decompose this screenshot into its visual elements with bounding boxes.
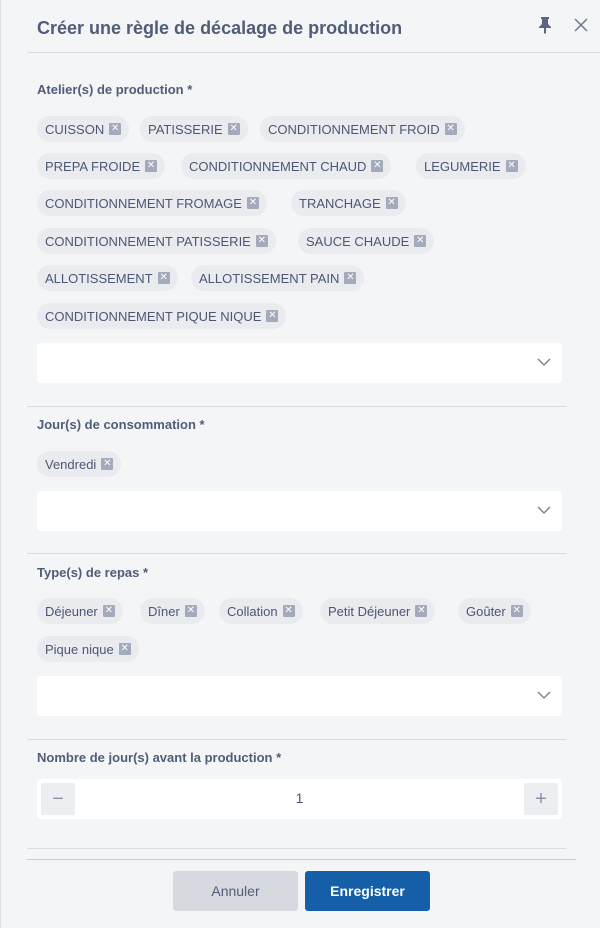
cancel-button[interactable]: Annuler <box>173 871 298 911</box>
remove-tag-icon[interactable]: ✕ <box>186 605 195 616</box>
tag-label: Collation <box>227 603 278 619</box>
tag-label: PREPA FROIDE <box>45 158 141 174</box>
remove-tag-icon[interactable]: ✕ <box>104 605 113 616</box>
tag-label: ALLOTISSEMENT PAIN <box>199 270 340 286</box>
tag-label: CONDITIONNEMENT PATISSERIE <box>45 233 251 249</box>
tag-label: SAUCE CHAUDE <box>306 233 410 249</box>
save-button[interactable]: Enregistrer <box>305 871 430 911</box>
tag-workshop <box>140 116 248 142</box>
increment-button[interactable] <box>524 783 558 815</box>
pin-icon[interactable] <box>537 16 553 34</box>
footer-divider <box>27 859 576 860</box>
tag-label: CUISSON <box>45 121 105 137</box>
divider <box>27 406 566 407</box>
panel-edge <box>0 0 1 928</box>
meals-select[interactable] <box>37 676 562 716</box>
days-before-stepper <box>37 779 562 819</box>
chevron-down-icon <box>537 505 551 515</box>
tag-workshop <box>298 228 434 254</box>
workshops-select[interactable] <box>37 343 562 383</box>
remove-tag-icon[interactable]: ✕ <box>387 197 396 208</box>
tag-label: Vendredi <box>45 456 97 472</box>
tag-workshop <box>37 265 178 291</box>
tag-label: LEGUMERIE <box>424 158 501 174</box>
divider <box>27 848 566 849</box>
days-select[interactable] <box>37 491 562 531</box>
tag-workshop <box>37 116 129 142</box>
remove-tag-icon[interactable]: ✕ <box>416 235 425 246</box>
dialog-header <box>27 0 600 53</box>
remove-tag-icon[interactable]: ✕ <box>512 605 521 616</box>
tag-label: Petit Déjeuner <box>328 603 411 619</box>
tag-workshop <box>416 153 526 179</box>
tag-workshop <box>37 190 267 216</box>
remove-tag-icon[interactable]: ✕ <box>248 197 258 208</box>
tag-meal <box>458 598 531 624</box>
remove-tag-icon[interactable]: ✕ <box>507 160 516 171</box>
days-label: Jour(s) de consommation * <box>37 417 205 432</box>
tag-meal <box>219 598 303 624</box>
tag-workshop <box>37 228 276 254</box>
minus-icon: − <box>52 787 64 810</box>
tag-workshop <box>191 265 364 291</box>
tag-meal <box>37 598 123 624</box>
remove-tag-icon[interactable]: ✕ <box>373 160 382 171</box>
remove-tag-icon[interactable]: ✕ <box>284 605 293 616</box>
days-before-label: Nombre de jour(s) avant la production * <box>37 750 282 765</box>
chevron-down-icon <box>537 357 551 367</box>
divider <box>27 739 566 740</box>
tag-label: CONDITIONNEMENT FROMAGE <box>45 195 242 211</box>
tag-meal <box>320 598 435 624</box>
tag-label: Goûter <box>466 603 506 619</box>
remove-tag-icon[interactable]: ✕ <box>257 235 267 246</box>
divider <box>27 553 566 554</box>
close-icon[interactable] <box>573 17 589 33</box>
tag-label: PATISSERIE <box>148 121 223 137</box>
decrement-button[interactable] <box>41 783 75 815</box>
tag-workshop <box>37 303 286 329</box>
tag-label: CONDITIONNEMENT CHAUD <box>189 158 367 174</box>
dialog-title: Créer une règle de décalage de production <box>37 18 403 38</box>
workshops-label: Atelier(s) de production * <box>37 82 193 97</box>
tag-workshop <box>291 190 406 216</box>
remove-tag-icon[interactable]: ✕ <box>146 160 156 171</box>
remove-tag-icon[interactable]: ✕ <box>417 605 426 616</box>
remove-tag-icon[interactable]: ✕ <box>229 123 238 134</box>
remove-tag-icon[interactable]: ✕ <box>346 272 355 283</box>
remove-tag-icon[interactable]: ✕ <box>268 310 277 321</box>
remove-tag-icon[interactable]: ✕ <box>159 272 168 283</box>
remove-tag-icon[interactable]: ✕ <box>103 458 112 469</box>
tag-label: ALLOTISSEMENT <box>45 270 153 286</box>
tag-label: CONDITIONNEMENT FROID <box>268 121 440 137</box>
meals-label: Type(s) de repas * <box>37 565 149 580</box>
tag-day <box>37 451 121 477</box>
remove-tag-icon[interactable]: ✕ <box>111 123 120 134</box>
tag-meal <box>37 636 139 662</box>
days-before-value[interactable]: 1 <box>295 790 304 806</box>
chevron-down-icon <box>537 690 551 700</box>
tag-label: CONDITIONNEMENT PIQUE NIQUE <box>45 308 262 324</box>
tag-meal <box>140 598 205 624</box>
tag-label: TRANCHAGE <box>299 195 381 211</box>
remove-tag-icon[interactable]: ✕ <box>446 123 455 134</box>
tag-label: Déjeuner <box>45 603 98 619</box>
plus-icon: + <box>535 787 547 810</box>
remove-tag-icon[interactable]: ✕ <box>120 643 129 654</box>
tag-workshop <box>37 153 165 179</box>
tag-workshop <box>260 116 465 142</box>
tag-workshop <box>181 153 391 179</box>
tag-label: Pique nique <box>45 641 114 657</box>
tag-label: Dîner <box>148 603 180 619</box>
